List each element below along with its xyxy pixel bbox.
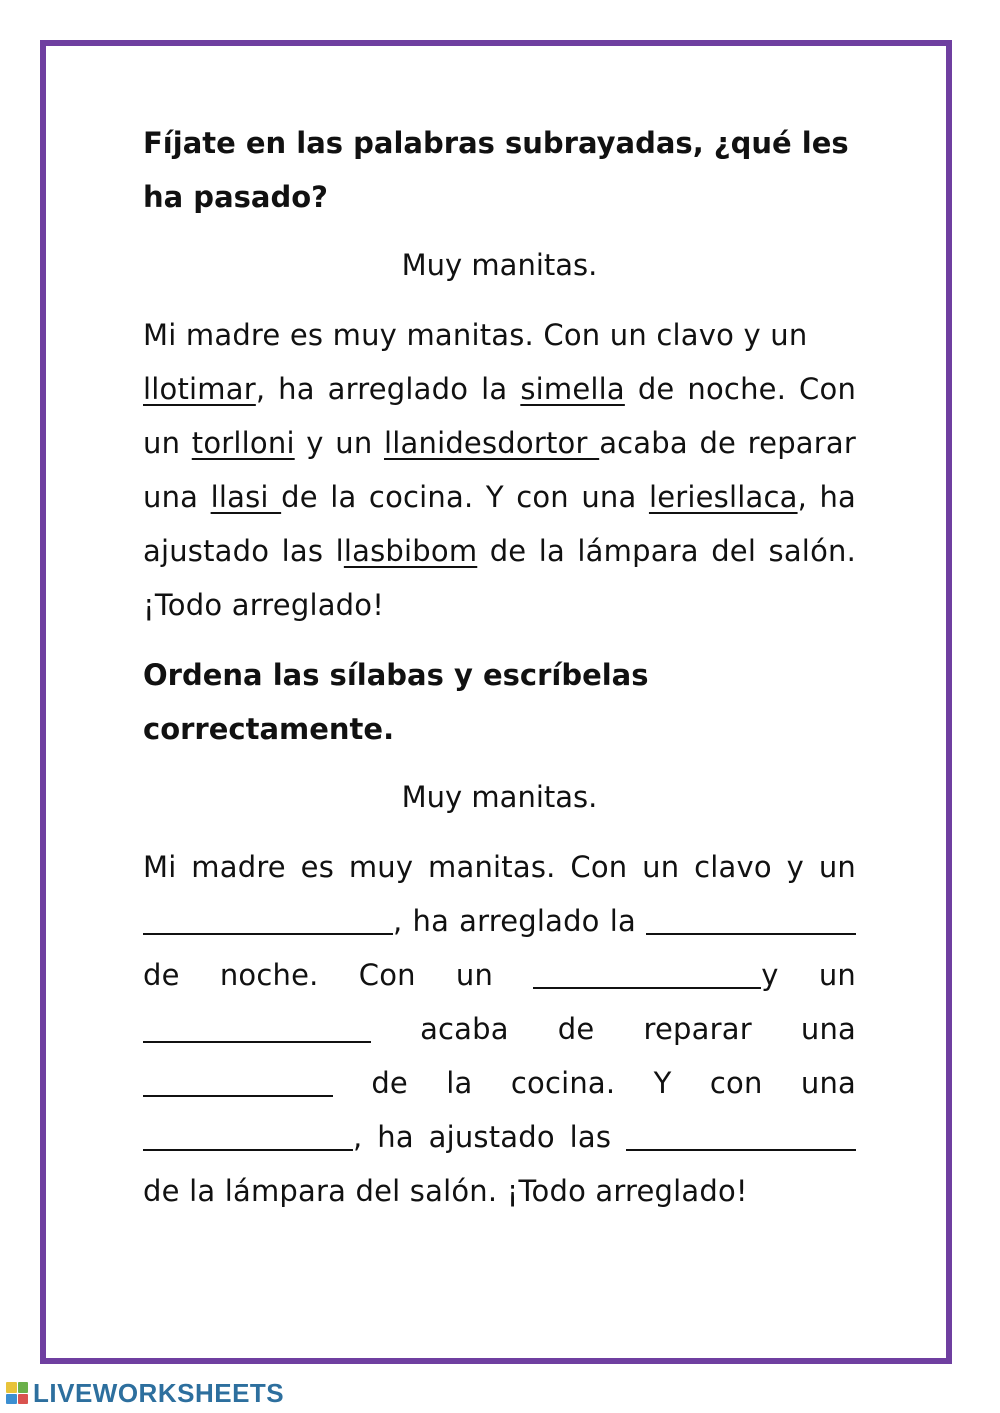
story-text-underlined [143, 308, 856, 632]
story-text-blanks [143, 840, 856, 1218]
text-segment: acaba de reparar una [420, 1012, 856, 1046]
text-segment: , ha ajustado las l [143, 480, 857, 568]
underlined-word: llanidesdortor [384, 426, 600, 460]
story-title-1: Muy manitas. [401, 248, 598, 282]
answer-blank-1[interactable] [143, 897, 393, 935]
underlined-word: simella [520, 372, 625, 406]
text-segment: y un [306, 426, 373, 460]
text-segment: de la lámpara del salón. ¡Todo arreglado! [143, 1174, 748, 1208]
text-segment: acaba de reparar una [143, 426, 856, 514]
text-segment: y un [761, 958, 856, 992]
instruction-2: Ordena las sílabas y escríbelas correctamente. [143, 658, 649, 746]
liveworksheets-logo-text: LIVEWORKSHEETS [33, 1378, 285, 1408]
text-segment: Mi madre es muy manitas. Con un clavo y un [143, 850, 856, 884]
liveworksheets-logo-icon [6, 1382, 28, 1404]
worksheet-content [143, 116, 856, 1218]
instruction-1: Fíjate en las palabras subrayadas, ¿qué les ha pasado? [143, 126, 849, 214]
underlined-word: llotimar [143, 372, 256, 406]
answer-blank-3[interactable] [533, 951, 761, 989]
text-segment: de la lámpara del salón. ¡Todo arreglado! [143, 534, 857, 622]
text-segment: , ha arreglado la [393, 904, 636, 938]
text-segment: Mi madre es muy manitas. Con un clavo y un [143, 318, 808, 352]
underlined-word: lasbibom [343, 534, 478, 568]
answer-blank-6[interactable] [143, 1113, 353, 1151]
text-segment: de noche. Con un [143, 958, 494, 992]
underlined-word: torlloni [191, 426, 295, 460]
text-segment: , ha ajustado las [353, 1120, 612, 1154]
answer-blank-4[interactable] [143, 1005, 371, 1043]
underlined-word: llasi [210, 480, 282, 514]
text-segment: de noche. Con un [143, 372, 857, 460]
story-title-2: Muy manitas. [401, 780, 598, 814]
answer-blank-7[interactable] [626, 1113, 856, 1151]
answer-blank-5[interactable] [143, 1059, 333, 1097]
underlined-word: leriesllaca [648, 480, 798, 514]
answer-blank-2[interactable] [646, 897, 856, 935]
text-segment: de la cocina. Y con una [281, 480, 637, 514]
text-segment: de la cocina. Y con una [371, 1066, 856, 1100]
liveworksheets-logo [6, 1380, 284, 1406]
text-segment: , ha arreglado la [255, 372, 508, 406]
